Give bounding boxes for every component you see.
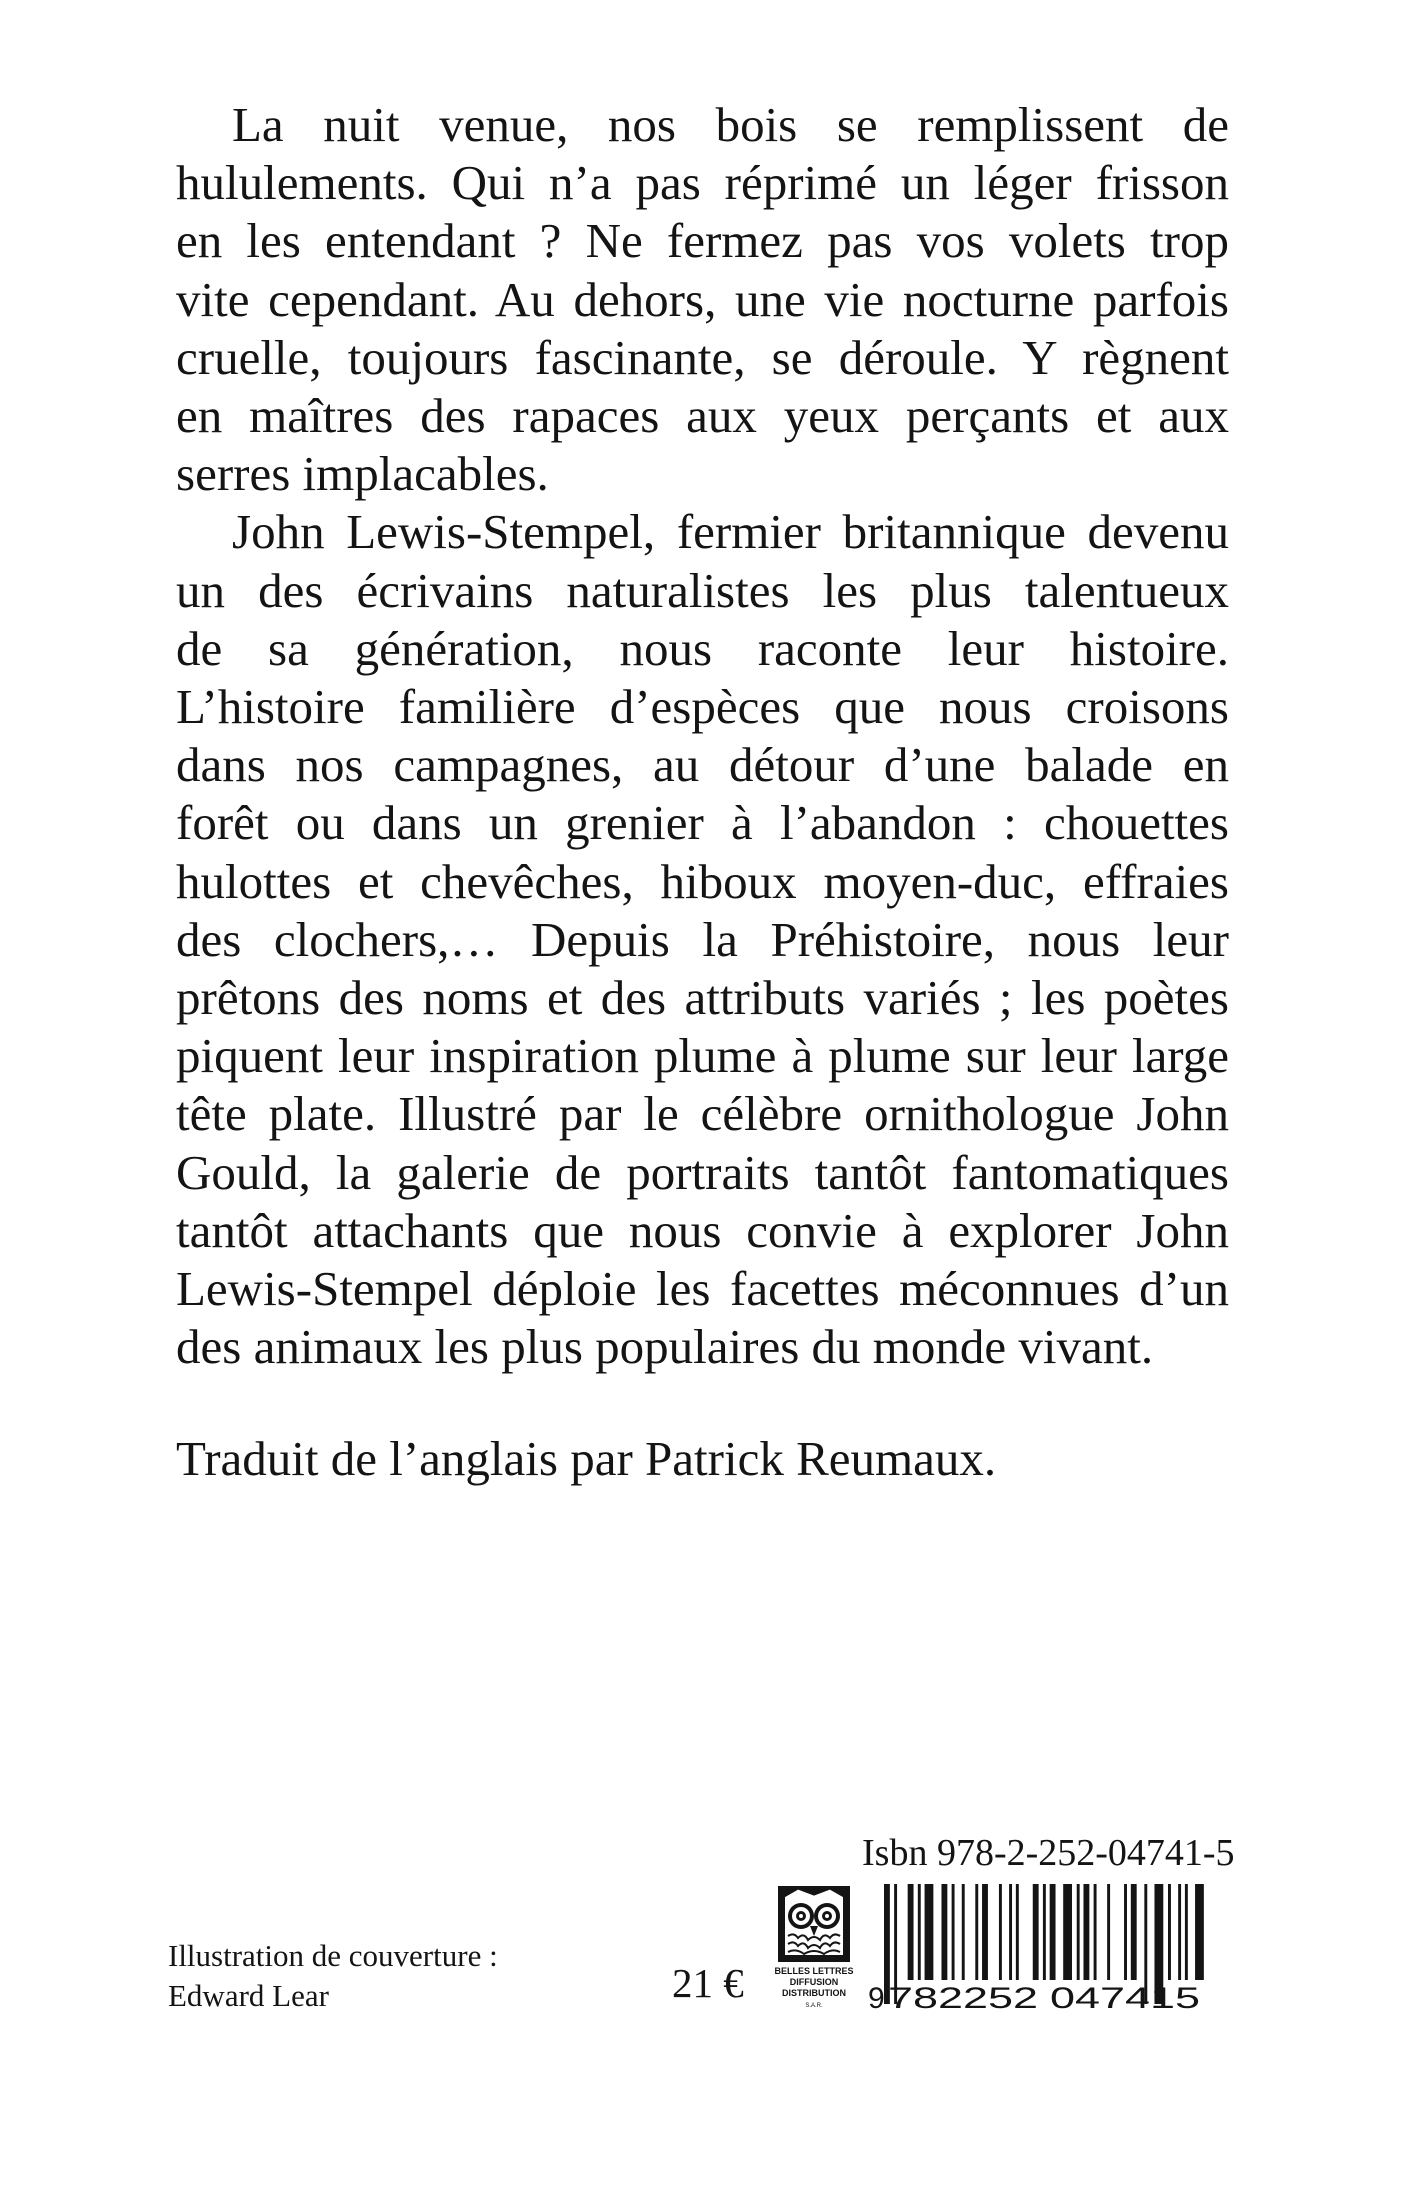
barcode-digits-left: 782252 — [888, 1982, 1038, 2012]
credit-artist: Edward Lear — [168, 1978, 329, 2013]
publisher-logo — [774, 1884, 854, 2012]
barcode-bar — [1063, 1884, 1072, 1980]
text-line: La nuit venue, nos bois se remplissent de — [232, 97, 1229, 152]
text-line: un des écrivains naturalistes les plus talentueux — [176, 562, 1229, 618]
text-line: hululements. Qui n’a pas réprimé un léger frisson — [176, 155, 1229, 211]
back-cover-blurb — [176, 96, 1229, 1376]
text-line: serres implacables. — [176, 446, 549, 502]
text-line: Gould, la galerie de portraits tantôt fantomatiques — [176, 1144, 1229, 1200]
blurb-paragraph-1 — [176, 96, 1229, 503]
barcode-lead-digit: 9 — [868, 1982, 885, 2012]
barcode-bar — [1016, 1884, 1019, 1980]
blurb-paragraph-2 — [176, 503, 1229, 1376]
barcode-bar — [1168, 1884, 1171, 1980]
barcode-bar — [1083, 1884, 1089, 1980]
text-line: des clochers,… Depuis la Préhistoire, nous leur — [176, 911, 1229, 967]
barcode-bar — [1107, 1884, 1110, 1980]
text-line: de sa génération, nous raconte leur histoire. — [176, 620, 1229, 676]
text-line: hulottes et chevêches, hiboux moyen-duc, effraies — [176, 853, 1229, 909]
text-line: forêt ou dans un grenier à l’abandon : chouettes — [176, 795, 1229, 851]
text-line: Lewis-Stempel déploie les facettes méconnues d’un — [176, 1261, 1229, 1317]
barcode-bar — [925, 1884, 934, 1980]
text-line: cruelle, toujours fascinante, se déroule. Y règnent — [176, 329, 1229, 385]
barcode-bar — [1043, 1884, 1046, 1980]
barcode-bar — [1050, 1884, 1056, 1980]
barcode-bar — [941, 1884, 947, 1980]
publisher-line-2: DIFFUSION — [789, 1977, 839, 1987]
barcode-bar — [1178, 1884, 1181, 1980]
text-line: piquent leur inspiration plume à plume sur leur large — [176, 1028, 1229, 1084]
text-line: vite cependant. Au dehors, une vie nocturne parfois — [176, 271, 1229, 327]
barcode-bar — [975, 1884, 978, 1980]
text-line: tête plate. Illustré par le célèbre ornithologue John — [176, 1086, 1229, 1142]
publisher-line-1: BELLES LETTRES — [774, 1966, 854, 1976]
credit-label: Illustration de couverture : — [168, 1938, 498, 1973]
publisher-line-3: DISTRIBUTION — [782, 1988, 846, 1998]
text-line: en les entendant ? Ne fermez pas vos volets trop — [176, 213, 1229, 269]
barcode-digits-right: 047415 — [1050, 1982, 1200, 2012]
barcode-bar — [918, 1884, 921, 1980]
text-line: des animaux les plus populaires du monde vivant. — [176, 1319, 1154, 1375]
translator-note: Traduit de l’anglais par Patrick Reumaux. — [176, 1431, 997, 1486]
barcode-bar — [1131, 1884, 1137, 1980]
barcode-bar — [952, 1884, 955, 1980]
cover-illustration-credit — [168, 1936, 498, 2016]
isbn-label: Isbn 978-2-252-04741-5 — [862, 1832, 1235, 1874]
owl-emblem-icon — [778, 1886, 850, 1962]
text-line: dans nos campagnes, au détour d’une balade en — [176, 737, 1229, 793]
text-line: prêtons des noms et des attributs variés ; les poètes — [176, 970, 1229, 1026]
text-line: en maîtres des rapaces aux yeux perçants et aux — [176, 388, 1229, 444]
text-line: L’histoire familière d’espèces que nous croisons — [176, 679, 1229, 735]
barcode-bar — [1077, 1884, 1080, 1980]
barcode-bar — [1195, 1884, 1204, 1980]
barcode-bar — [1124, 1884, 1127, 1980]
isbn-barcode — [862, 1884, 1208, 2012]
barcode-bar — [1185, 1884, 1188, 1980]
price-label: 21 € — [672, 1960, 744, 2006]
barcode-bar — [908, 1884, 914, 1980]
barcode-bar — [1033, 1884, 1039, 1980]
barcode-bar — [1094, 1884, 1097, 1980]
text-line: John Lewis-Stempel, fermier britannique devenu — [232, 504, 1229, 560]
barcode-bar — [1009, 1884, 1012, 1980]
barcode-bar — [982, 1884, 988, 1980]
text-line: tantôt attachants que nous convie à explorer John — [176, 1202, 1229, 1258]
publisher-suffix: S.A.R. — [805, 2003, 823, 2009]
barcode-bar — [962, 1884, 965, 1980]
barcode-bar — [999, 1884, 1002, 1980]
